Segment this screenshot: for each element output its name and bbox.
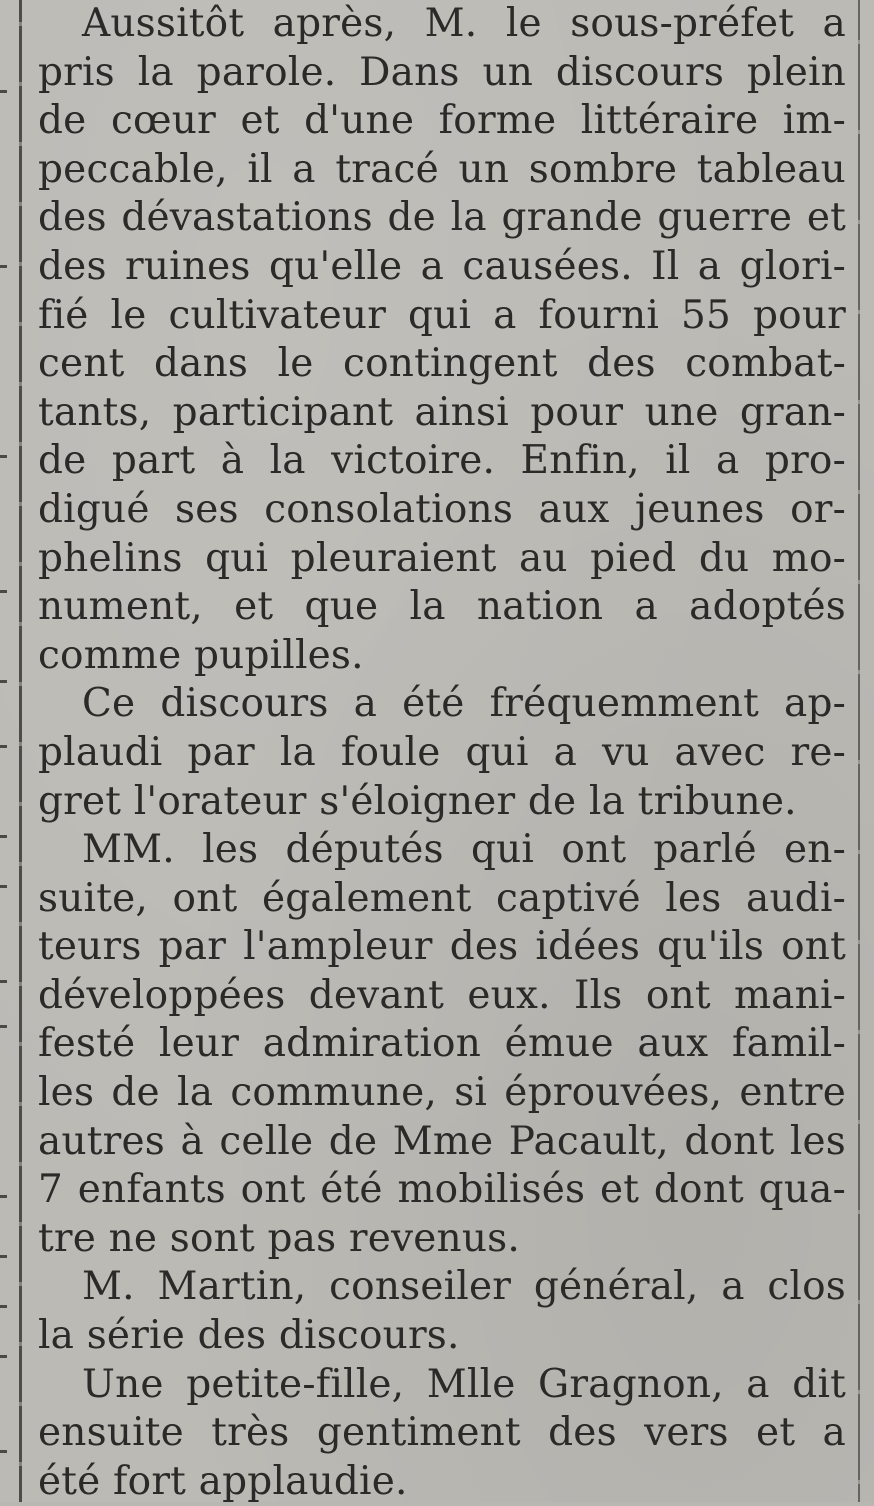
column-rule-right: [858, 0, 860, 1502]
text-line: la série des discours.: [38, 1313, 460, 1359]
text-line: été fort applaudie.: [38, 1458, 408, 1504]
text-line: tre ne sont pas revenus.: [38, 1215, 520, 1261]
margin-mark: [0, 590, 7, 593]
margin-mark: [0, 745, 7, 748]
text-line: teurs par l'ampleur des idées qu'ils ont: [38, 924, 846, 970]
article-text: [38, 0, 846, 1506]
text-line: pris la parole. Dans un discours plein: [38, 49, 846, 95]
text-line: fié le cultivateur qui a fourni 55 pour: [38, 292, 846, 338]
text-line: Ce discours a été fréquemment ap-: [82, 681, 846, 727]
text-line: M. Martin, conseiler général, a clos: [82, 1264, 846, 1310]
text-line: tants, participant ainsi pour une gran-: [38, 389, 846, 435]
margin-mark: [0, 1025, 7, 1028]
margin-mark: [0, 455, 7, 458]
margin-mark: [0, 1305, 7, 1308]
margin-mark: [0, 835, 7, 838]
margin-marks: [0, 0, 16, 1502]
text-line: de part à la victoire. Enfin, il a pro-: [38, 438, 846, 484]
text-line: les de la commune, si éprouvées, entre: [38, 1070, 846, 1116]
text-line: peccable, il a tracé un sombre tableau: [38, 146, 846, 192]
text-line: MM. les députés qui ont parlé en-: [82, 827, 846, 873]
text-line: festé leur admiration émue aux famil-: [38, 1021, 846, 1067]
text-line: phelins qui pleuraient au pied du mo-: [38, 535, 846, 581]
margin-mark: [0, 885, 7, 888]
text-line: ensuite très gentiment des vers et a: [38, 1410, 846, 1456]
text-line: autres à celle de Mme Pacault, dont les: [38, 1118, 846, 1164]
margin-mark: [0, 265, 7, 268]
paragraph: [38, 1263, 846, 1360]
text-line: nument, et que la nation a adoptés: [38, 584, 846, 630]
margin-mark: [0, 1355, 7, 1358]
text-line: digué ses consolations aux jeunes or-: [38, 486, 846, 532]
text-line: comme pupilles.: [38, 632, 364, 678]
text-line: suite, ont également captivé les audi-: [38, 875, 846, 921]
margin-mark: [0, 680, 7, 683]
text-line: des dévastations de la grande guerre et: [38, 195, 846, 241]
text-line: plaudi par la foule qui a vu avec re-: [38, 729, 846, 775]
margin-mark: [0, 980, 7, 983]
margin-mark: [0, 1450, 7, 1453]
margin-mark: [0, 1255, 7, 1258]
margin-mark: [0, 1195, 7, 1198]
paragraph: [38, 826, 846, 1263]
text-line: Aussitôt après, M. le sous-préfet a: [82, 1, 846, 46]
paragraph: [38, 0, 846, 680]
text-line: gret l'orateur s'éloigner de la tribune.: [38, 778, 797, 824]
text-line: 7 enfants ont été mobilisés et dont qua-: [38, 1167, 846, 1213]
column-rule-left: [19, 0, 22, 1502]
text-line: cent dans le contingent des combat-: [38, 341, 846, 387]
text-line: des ruines qu'elle a causées. Il a glori-: [38, 243, 846, 289]
text-line: de cœur et d'une forme littéraire im-: [38, 98, 846, 144]
text-line: Une petite-fille, Mlle Gragnon, a dit: [82, 1361, 846, 1407]
margin-mark: [0, 90, 7, 93]
text-line: développées devant eux. Ils ont mani-: [38, 972, 846, 1018]
paragraph: [38, 680, 846, 826]
paragraph: [38, 1361, 846, 1506]
